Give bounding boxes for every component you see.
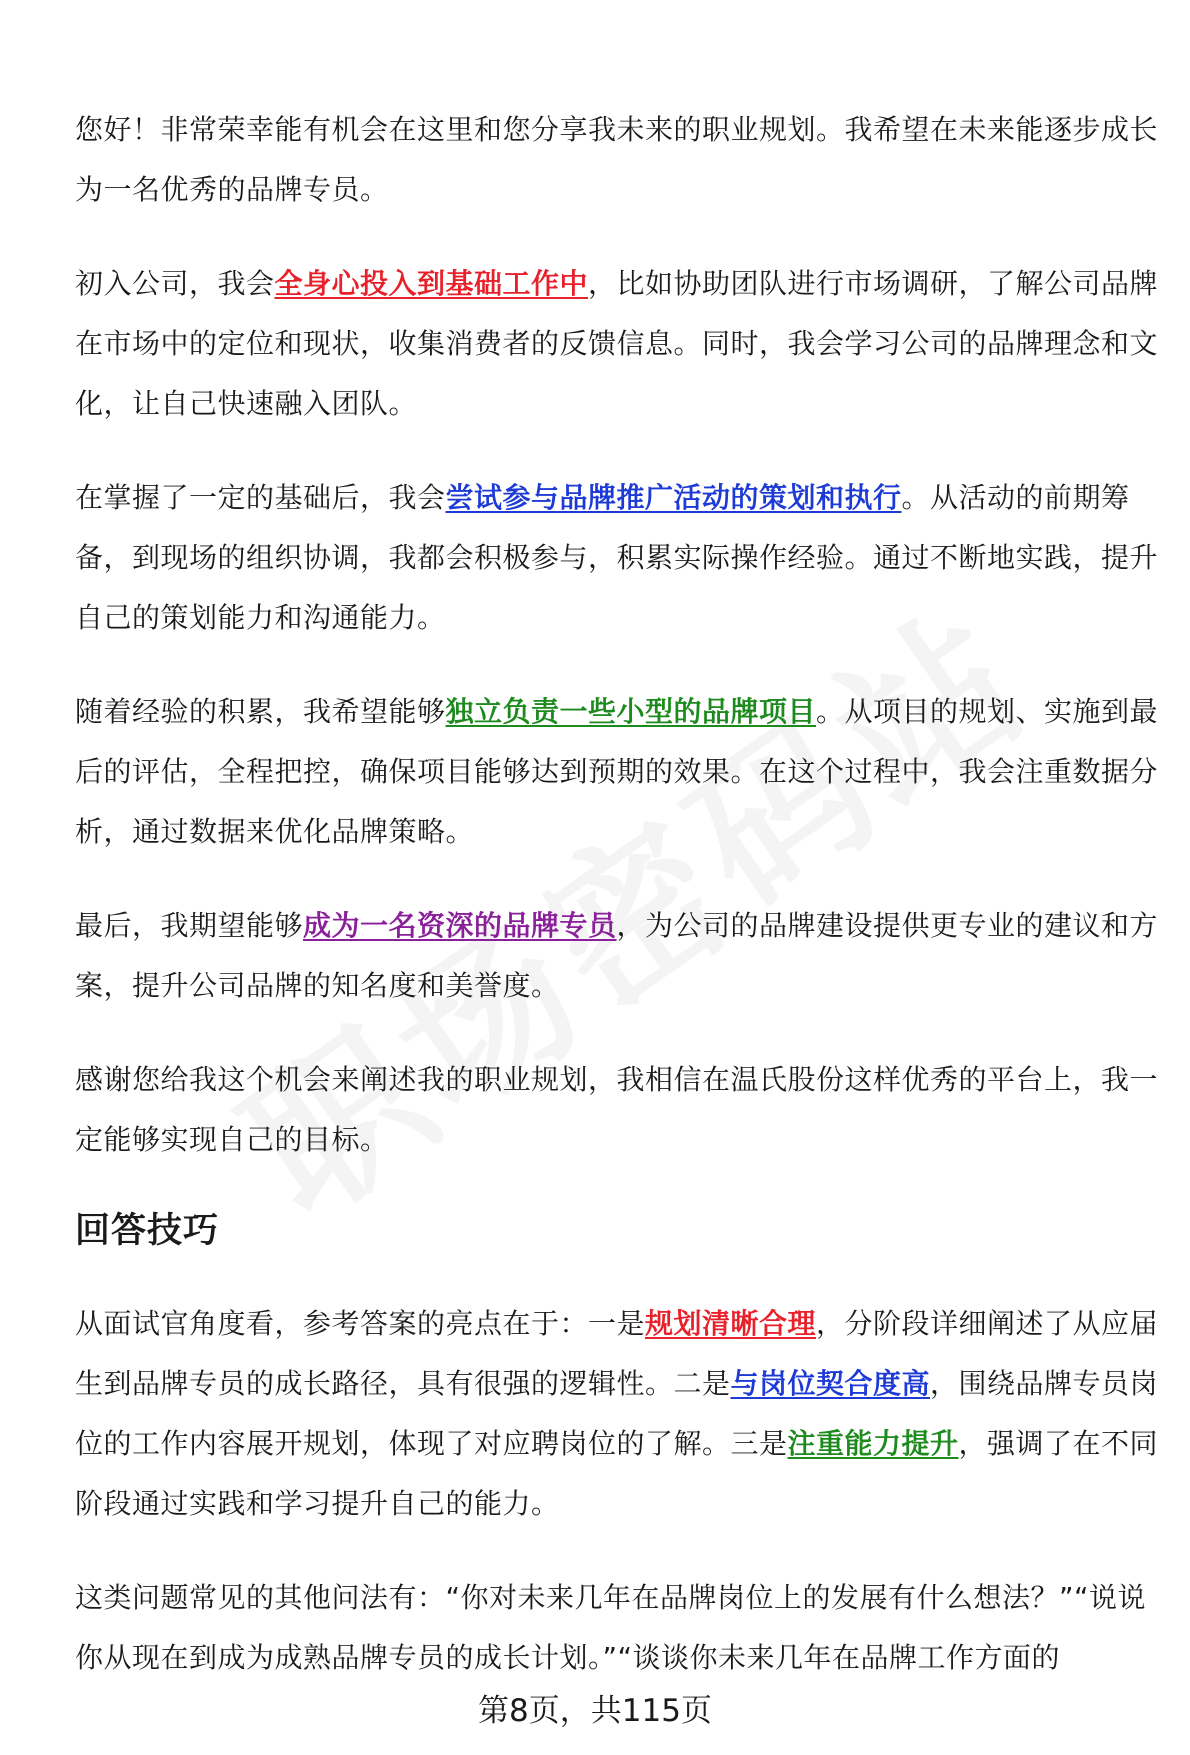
section-title: 回答技巧 [75, 1211, 220, 1251]
paragraph-intro: 您好！非常荣幸能有机会在这里和您分享我未来的职业规划。我希望在未来能逐步成长为一名优秀的品牌专员。 [75, 113, 1159, 206]
paragraph-stage-2: 在掌握了一定的基础后，我会尝试参与品牌推广活动的策划和执行。从活动的前期筹备，到现场的组织协调，我都会积极参与，积累实际操作经验。通过不断地实践，提升自己的策划能力和沟通能力。 [75, 481, 1159, 634]
paragraph-tips-analysis: 从面试官角度看，参考答案的亮点在于：一是规划清晰合理，分阶段详细阐述了从应届生到品牌专员的成长路径，具有很强的逻辑性。二是与岗位契合度高，围绕品牌专员岗位的工作内容展开规划，体现了对应聘岗位的了解。三是注重能力提升，强调了在不同阶段通过实践和学习提升自己的能力。 [75, 1307, 1159, 1520]
highlight-independent-projects: 独立负责一些小型的品牌项目 [445, 695, 817, 728]
highlight-clear-plan: 规划清晰合理 [645, 1307, 817, 1340]
paragraph-stage-3: 随着经验的积累，我希望能够独立负责一些小型的品牌项目。从项目的规划、实施到最后的评估，全程把控，确保项目能够达到预期的效果。在这个过程中，我会注重数据分析，通过数据来优化品牌策略。 [75, 695, 1159, 848]
paragraph-stage-1: 初入公司，我会全身心投入到基础工作中，比如协助团队进行市场调研，了解公司品牌在市场中的定位和现状，收集消费者的反馈信息。同时，我会学习公司的品牌理念和文化，让自己快速融入团队。 [75, 267, 1159, 420]
highlight-senior-specialist: 成为一名资深的品牌专员 [303, 909, 617, 942]
paragraph-stage-4: 最后，我期望能够成为一名资深的品牌专员，为公司的品牌建设提供更专业的建议和方案，提升公司品牌的知名度和美誉度。 [75, 909, 1159, 1002]
paragraph-closing: 感谢您给我这个机会来阐述我的职业规划，我相信在温氏股份这样优秀的平台上，我一定能够实现自己的目标。 [75, 1063, 1159, 1156]
highlight-skill-growth: 注重能力提升 [787, 1427, 959, 1460]
highlight-campaign-planning: 尝试参与品牌推广活动的策划和执行 [445, 481, 902, 514]
document-body [75, 100, 1165, 1722]
paragraph-tips-variants: 这类问题常见的其他问法有：“你对未来几年在品牌岗位上的发展有什么想法？”“说说你从现在到成为成熟品牌专员的成长计划。”“谈谈你未来几年在品牌工作方面的 [75, 1581, 1147, 1674]
page-number-footer: 第8页，共115页 [0, 1686, 1190, 1736]
highlight-foundation-work: 全身心投入到基础工作中 [274, 267, 589, 300]
highlight-job-fit: 与岗位契合度高 [730, 1367, 931, 1400]
